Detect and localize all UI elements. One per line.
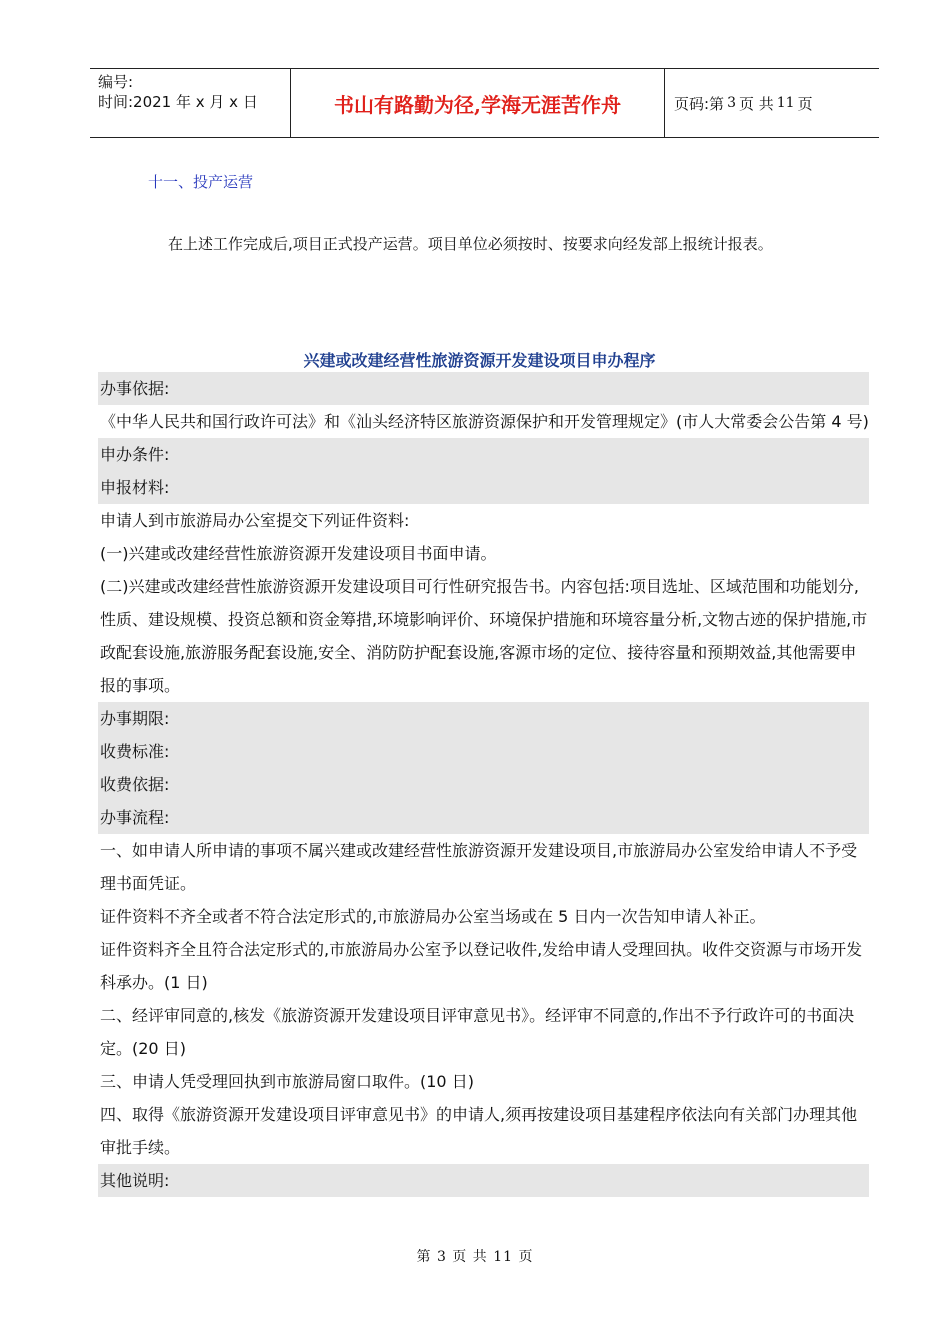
body-text-row: 证件资料齐全且符合法定形式的,市旅游局办公室予以登记收件,发给申请人受理回执。收件交资源与市场开发科承办。(1 日) — [100, 940, 863, 992]
body-text-row: (一)兴建或改建经营性旅游资源开发建设项目书面申请。 — [100, 544, 497, 563]
field-label-row: 其他说明: — [98, 1164, 869, 1197]
field-label-row: 办事依据: — [98, 372, 869, 405]
field-label-row: 办事流程: — [98, 801, 869, 834]
body-text-row: (二)兴建或改建经营性旅游资源开发建设项目可行性研究报告书。内容包括:项目选址、区域范围和功能划分,性质、建设规模、投资总额和资金筹措,环境影响评价、环境保护措施和环境容量分析,文物古迹的保护措施,市政配套设施,旅游服务配套设施,安全、消防防护配套设施,客源市场的定位、接待容量和预期效益,其他需要申报的事项。 — [100, 577, 868, 695]
body-text-row: 四、取得《旅游资源开发建设项目评审意见书》的申请人,须再按建设项目基建程序依法向有关部门办理其他审批手续。 — [100, 1105, 858, 1157]
body-text-row: 三、申请人凭受理回执到市旅游局窗口取件。(10 日) — [100, 1072, 474, 1091]
page-total: 11 — [776, 95, 795, 111]
field-label-row: 申报材料: — [98, 471, 869, 504]
body-text-row: 二、经评审同意的,核发《旅游资源开发建设项目评审意见书》。经评审不同意的,作出不予行政许可的书面决定。(20 日) — [100, 1006, 855, 1058]
header-page-info — [665, 69, 879, 137]
page-end-label: 页 — [797, 94, 813, 113]
time-label: 时间:2021 年 x 月 x 日 — [98, 93, 258, 111]
page-footer: 第 3 页 共 11 页 — [416, 1249, 534, 1265]
section-paragraph: 在上述工作完成后,项目正式投产运营。项目单位必须按时、按要求向经发部上报统计报表。 — [168, 235, 773, 253]
document-title: 兴建或改建经营性旅游资源开发建设项目申办程序 — [303, 351, 656, 370]
procedure-body — [98, 372, 869, 1197]
body-text-row: 《中华人民共和国行政许可法》和《汕头经济特区旅游资源保护和开发管理规定》(市人大常委会公告第 4 号) — [100, 412, 869, 431]
section-heading: 十一、投产运营 — [148, 173, 254, 191]
field-label-row: 办事期限: — [98, 702, 869, 735]
page-label: 页码:第 — [674, 94, 725, 113]
body-text-row: 申请人到市旅游局办公室提交下列证件资料: — [100, 511, 410, 530]
code-label: 编号: — [98, 73, 134, 91]
body-text-row: 一、如申请人所申请的事项不属兴建或改建经营性旅游资源开发建设项目,市旅游局办公室发给申请人不予受理书面凭证。 — [100, 841, 858, 893]
header-meta — [90, 69, 290, 137]
field-label-row: 申办条件: — [98, 438, 869, 471]
page-mid-label: 页 共 — [738, 94, 774, 113]
field-label-row: 收费依据: — [98, 768, 869, 801]
header-motto: 书山有路勤为径,学海无涯苦作舟 — [290, 69, 665, 137]
body-text-row: 证件资料不齐全或者不符合法定形式的,市旅游局办公室当场或在 5 日内一次告知申请人补正。 — [100, 907, 766, 926]
field-label-row: 收费标准: — [98, 735, 869, 768]
page-number: 3 — [727, 95, 736, 111]
page-header — [90, 68, 879, 138]
